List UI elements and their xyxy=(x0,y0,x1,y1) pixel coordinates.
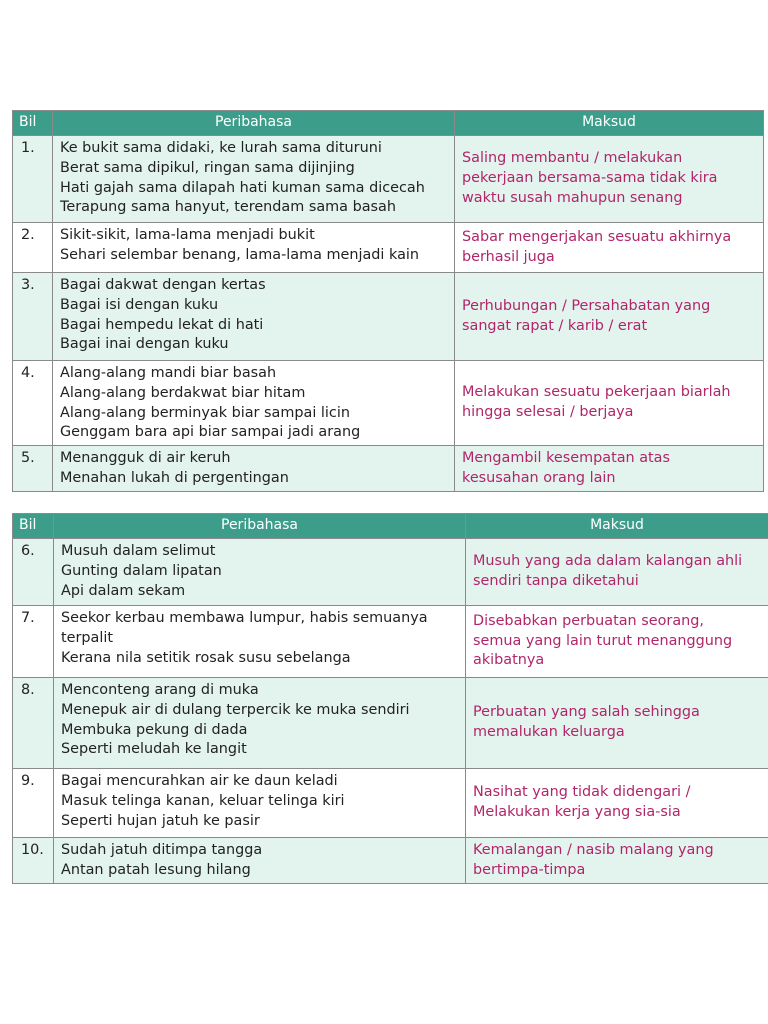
table-row xyxy=(13,361,764,446)
meaning-cell xyxy=(455,223,764,273)
proverb-line: Kerana nila setitik rosak susu sebelanga xyxy=(61,649,351,666)
proverb-line: Bagai isi dengan kuku xyxy=(60,296,219,313)
meaning-line: hingga selesai / berjaya xyxy=(462,404,634,421)
proverb-table-1 xyxy=(12,110,764,492)
meaning-line: Musuh yang ada dalam kalangan ahli xyxy=(473,553,743,570)
meaning-line: bertimpa-timpa xyxy=(473,861,586,878)
meaning-line: Perbuatan yang salah sehingga xyxy=(473,704,700,721)
proverb-line: Hati gajah sama dilapah hati kuman sama dicecah xyxy=(60,179,425,196)
meaning-cell xyxy=(455,446,764,492)
meaning-column-header: Maksud xyxy=(466,514,768,539)
meaning-cell xyxy=(466,769,768,838)
row-number: 3. xyxy=(13,273,53,361)
row-number: 6. xyxy=(13,539,54,606)
table-row xyxy=(13,539,768,606)
table-row xyxy=(13,136,764,223)
meaning-cell xyxy=(466,838,768,884)
proverb-line: Bagai inai dengan kuku xyxy=(60,336,229,353)
proverb-cell xyxy=(54,838,466,884)
proverb-line: Menconteng arang di muka xyxy=(61,682,259,698)
proverb-line: Alang-alang berminyak biar sampai licin xyxy=(60,404,350,421)
row-number: 2. xyxy=(13,223,53,273)
proverb-line: Sudah jatuh ditimpa tangga xyxy=(61,842,263,858)
meaning-line: akibatnya xyxy=(473,652,545,669)
table-row xyxy=(13,838,768,884)
proverb-line: Alang-alang berdakwat biar hitam xyxy=(60,384,306,401)
table-row xyxy=(13,273,764,361)
table-header-row xyxy=(13,514,768,539)
row-number: 5. xyxy=(13,446,53,492)
proverb-line: Genggam bara api biar sampai jadi arang xyxy=(60,424,361,441)
row-number: 8. xyxy=(13,678,54,769)
table-header-row xyxy=(13,111,764,136)
meaning-line: Disebabkan perbuatan seorang, xyxy=(473,612,704,629)
proverb-line: Seekor kerbau membawa lumpur, habis semuanya xyxy=(61,610,428,626)
meaning-line: sangat rapat / karib / erat xyxy=(462,317,648,334)
proverb-line: Terapung sama hanyut, terendam sama basah xyxy=(60,199,396,216)
proverb-line: terpalit xyxy=(61,629,114,646)
proverb-cell xyxy=(53,446,455,492)
proverb-column-header: Peribahasa xyxy=(54,514,466,539)
proverb-line: Menangguk di air keruh xyxy=(60,450,231,467)
meaning-line: pekerjaan bersama-sama tidak kira xyxy=(462,170,718,187)
meaning-line: memalukan keluarga xyxy=(473,724,625,740)
proverb-cell xyxy=(53,361,455,446)
meaning-cell xyxy=(455,273,764,361)
meaning-line: Nasihat yang tidak didengari / xyxy=(473,784,691,801)
meaning-line: Kemalangan / nasib malang yang xyxy=(473,841,714,858)
meaning-line: berhasil juga xyxy=(462,248,555,265)
bil-column-header: Bil xyxy=(13,111,53,136)
proverb-line: Bagai mencurahkan air ke daun keladi xyxy=(61,773,338,789)
meaning-cell xyxy=(466,678,768,769)
meaning-line: sendiri tanpa diketahui xyxy=(473,573,639,589)
proverb-line: Masuk telinga kanan, keluar telinga kiri xyxy=(61,792,345,809)
proverb-line: Menepuk air di dulang terpercik ke muka sendiri xyxy=(61,701,410,718)
row-number: 7. xyxy=(13,606,54,678)
meaning-cell xyxy=(455,136,764,223)
meaning-line: Sabar mengerjakan sesuatu akhirnya xyxy=(462,228,732,245)
proverb-line: Ke bukit sama didaki, ke lurah sama dituruni xyxy=(60,140,382,156)
meaning-line: semua yang lain turut menanggung xyxy=(473,632,733,649)
meaning-line: Melakukan sesuatu pekerjaan biarlah xyxy=(462,384,731,401)
row-number: 9. xyxy=(13,769,54,838)
proverb-line: Alang-alang mandi biar basah xyxy=(60,365,277,381)
proverb-line: Seperti hujan jatuh ke pasir xyxy=(61,812,260,829)
proverb-cell xyxy=(54,678,466,769)
proverb-cell xyxy=(54,769,466,838)
table-row xyxy=(13,769,768,838)
table-row xyxy=(13,446,764,492)
proverb-table-2 xyxy=(12,513,768,884)
proverb-line: Berat sama dipikul, ringan sama dijinjing xyxy=(60,159,355,176)
proverb-line: Musuh dalam selimut xyxy=(61,543,216,559)
proverb-line: Sikit-sikit, lama-lama menjadi bukit xyxy=(60,227,315,243)
proverb-line: Gunting dalam lipatan xyxy=(61,562,222,579)
meaning-line: waktu susah mahupun senang xyxy=(462,189,683,206)
meaning-line: Melakukan kerja yang sia-sia xyxy=(473,804,681,820)
row-number: 10. xyxy=(13,838,54,884)
proverb-line: Seperti meludah ke langit xyxy=(61,741,247,758)
meaning-cell xyxy=(455,361,764,446)
proverb-line: Sehari selembar benang, lama-lama menjadi kain xyxy=(60,246,420,263)
row-number: 4. xyxy=(13,361,53,446)
proverb-column-header: Peribahasa xyxy=(53,111,455,136)
meaning-cell xyxy=(466,606,768,678)
meaning-cell xyxy=(466,539,768,606)
table-row xyxy=(13,678,768,769)
proverb-line: Menahan lukah di pergentingan xyxy=(60,469,289,486)
proverb-cell xyxy=(53,136,455,223)
table-row xyxy=(13,606,768,678)
meaning-line: Mengambil kesempatan atas xyxy=(462,449,670,466)
proverb-line: Api dalam sekam xyxy=(61,582,186,599)
proverb-line: Bagai hempedu lekat di hati xyxy=(60,316,264,333)
proverb-cell xyxy=(54,606,466,678)
meaning-column-header: Maksud xyxy=(455,111,764,136)
proverb-cell xyxy=(54,539,466,606)
proverb-cell xyxy=(53,223,455,273)
proverb-line: Antan patah lesung hilang xyxy=(61,861,251,878)
proverb-line: Membuka pekung di dada xyxy=(61,721,248,738)
row-number: 1. xyxy=(13,136,53,223)
proverb-line: Bagai dakwat dengan kertas xyxy=(60,277,266,293)
proverb-cell xyxy=(53,273,455,361)
meaning-line: kesusahan orang lain xyxy=(462,469,616,486)
meaning-line: Perhubungan / Persahabatan yang xyxy=(462,297,711,314)
bil-column-header: Bil xyxy=(13,514,54,539)
meaning-line: Saling membantu / melakukan xyxy=(462,150,683,167)
table-row xyxy=(13,223,764,273)
